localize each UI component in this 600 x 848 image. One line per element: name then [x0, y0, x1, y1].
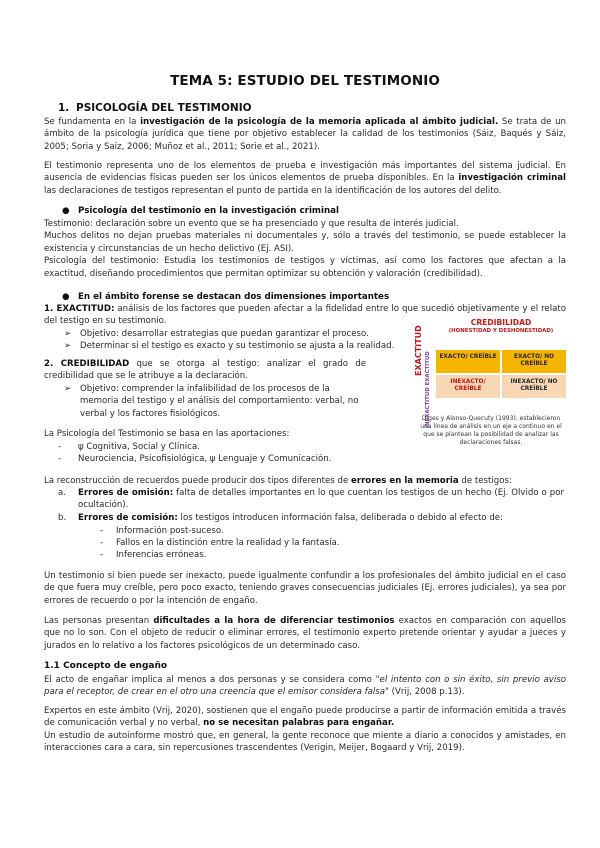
bullet-icon: ● [62, 292, 70, 302]
list-item [64, 328, 394, 340]
page-title: TEMA 5: ESTUDIO DEL TESTIMONIO [170, 73, 440, 89]
bold-span: Errores de omisión: [78, 488, 174, 498]
paragraph-errores [44, 475, 566, 487]
text-span: falta de detalles importantes en lo que cuentan los testigos de un hecho (Ej. Olvido o por ocultación). [78, 488, 564, 511]
matrix-cell: INEXACTO/ NO CREÍBLE [502, 375, 566, 398]
section-number: 1. [58, 102, 70, 114]
paragraph-inexacto [44, 570, 566, 607]
italic-quote: "el intento con o sin éxito, sin previo aviso para el receptor, de crear en el otro una creencia que el emisor considera falsa" [44, 675, 566, 698]
list-item [58, 441, 200, 453]
line-psicologia: Psicología del testimonio: Estudia los testimonios de testigos y víctimas, así como los factores que afectan a la exactitud, diseñando procedimientos que permitan optimizar su obtención y valoración (credibilidad). [44, 256, 566, 279]
bold-span: Errores de comisión: [78, 513, 178, 523]
text-span: Expertos en este ámbito (Vrij, 2020), sostienen que el engaño puede producirse a partir de información emitida a través de comunicación verbal y no verbal, [44, 706, 566, 729]
paragraph-testimonio-def [44, 218, 566, 280]
list-item [64, 383, 364, 420]
text-span: La reconstrucción de recuerdos puede producir dos tipos diferentes de [44, 476, 351, 486]
list-item-text: ψ Cognitiva, Social y Clínica. [78, 442, 200, 452]
text-span: que se otorga al testigo: analizar el grado de credibilidad que se le atribuye a la declaración. [44, 359, 366, 382]
figure-caption: Diges y Alonso-Quecuty (1993): establecieron una línea de análisis en un eje a continuo en el que se plantean la posibilidad de analizar las declaraciones falsas. [420, 415, 562, 446]
bullet-heading-text: En el ámbito forense se destacan dos dimensiones importantes [78, 292, 390, 302]
figure-subtitle: (HONESTIDAD Y DESHONESTIDAD) [448, 328, 554, 334]
text-span: (Vrij, 2008 p.13). [388, 687, 465, 698]
list-item-text: Información post-suceso. [116, 526, 224, 536]
list-item [100, 525, 224, 537]
paragraph-expertos [44, 705, 566, 730]
bullet-icon: ● [62, 206, 70, 216]
paragraph-credibilidad [44, 358, 366, 383]
y-axis-title: EXACTITUD [414, 325, 423, 376]
text-span: los testigos introducen información falsa, deliberada o debido al efecto de: [177, 513, 503, 523]
list-item-text: Objetivo: comprender la infalibilidad de los procesos de la memoria del testigo y el análisis del comportamiento: verbal, no verbal y los factores fisiológicos. [80, 384, 359, 419]
text-span: exactos en comparación con aquellos que no lo son. Con el objeto de reducir o eliminar errores, el testimonio experto pretende orientar y ayudar a jueces y jurados en lo relativo a los factores psicológicos de un determinado caso. [44, 616, 566, 651]
dash-icon: - [100, 550, 104, 560]
dash-icon: - [100, 538, 104, 548]
dash-icon: - [58, 442, 62, 452]
bullet-heading-investigacion [62, 206, 339, 216]
text-span: El acto de engañar implica al menos a dos personas y se considera como [44, 675, 376, 685]
list-item [58, 487, 564, 512]
list-item [100, 537, 339, 549]
paragraph-elementos-prueba [44, 160, 566, 197]
text-span: análisis de los factores que pueden afectar a la fidelidad entre lo que sucedió objetivamente y el relato del testigo en su testimonio. [44, 304, 566, 327]
text-span: Se fundamenta en la [44, 117, 141, 127]
y-axis-subtitle: INEXACTITUD EXACTITUD [425, 351, 431, 428]
matrix-cell: EXACTO/ CREÍBLE [436, 350, 500, 373]
arrow-icon: ➢ [64, 384, 72, 394]
bold-span: 2. CREDIBILIDAD [44, 359, 130, 369]
list-item-text: Neurociencia, Psicofisiológica, ψ Lenguaje y Comunicación. [78, 454, 332, 464]
section-heading-text: PSICOLOGÍA DEL TESTIMONIO [76, 102, 252, 114]
list-item-text: Fallos en la distinción entre la realidad y la fantasía. [116, 538, 340, 548]
line-delitos: Muchos delitos no dejan pruebas materiales ni documentales y, sólo a través del testimonio, se puede establecer la existencia y circunstancias de un hecho delictivo (Ej. ASI). [44, 231, 566, 254]
line-testimonio: Testimonio: declaración sobre un evento que se ha presenciado y que resulta de interés judicial. [44, 219, 459, 229]
list-item [58, 453, 331, 465]
matrix-cell: EXACTO/ NO CREÍBLE [502, 350, 566, 373]
list-item-text: Inferencias erróneas. [116, 550, 207, 560]
text-line: Un estudio de autoinforme mostró que, en general, la gente reconoce que miente a diario a conocidos y amistades, en interacciones cara a cara, sin repercusiones trascendentes (Verigin, Meijer, Bogaard y Vrij, 2019). [44, 731, 566, 754]
list-item [100, 549, 206, 561]
text-span: Las personas presentan [44, 616, 154, 626]
list-item [58, 512, 564, 524]
bold-span: 1. EXACTITUD: [44, 304, 115, 314]
bold-span: errores en la memoria [351, 476, 459, 486]
bullet-heading-dimensiones [62, 292, 389, 302]
text-line: Un testimonio si bien puede ser inexacto, puede igualmente confundir a los profesionales del ámbito judicial en el caso de que fuera muy creíble, pero poco exacto, teniendo graves consecuencias judiciales (Ej. errores judiciales), ya sea por errores de recuerdo o por la intención de engaño. [44, 571, 566, 606]
text-span: las declaraciones de testigos representan el punto de partida en la identificación de los autores del delito. [44, 185, 502, 196]
figure-title: CREDIBILIDAD [470, 318, 532, 327]
list-marker: a. [58, 488, 66, 498]
list-item-text: Objetivo: desarrollar estrategias que puedan garantizar el proceso. [80, 329, 369, 339]
paragraph-dificultades [44, 615, 566, 652]
text-span: de testigos: [458, 476, 512, 486]
bold-span: investigación de la psicología de la memoria aplicada al ámbito judicial. [140, 117, 499, 127]
paragraph-engano-def [44, 674, 566, 699]
arrow-icon: ➢ [64, 329, 72, 339]
list-item-text: Determinar si el testigo es exacto y su testimonio se ajusta a la realidad. [80, 341, 395, 351]
text-line: La Psicología del Testimonio se basa en las aportaciones: [44, 429, 290, 439]
paragraph-fundamento [44, 116, 566, 153]
paragraph-aportaciones [44, 428, 566, 440]
section-heading-psicologia [58, 102, 252, 114]
arrow-icon: ➢ [64, 341, 72, 351]
paragraph-autoinforme [44, 730, 566, 755]
list-item [64, 340, 404, 352]
bold-span: dificultades a la hora de diferenciar testimonios [153, 616, 395, 626]
dash-icon: - [100, 526, 104, 536]
bold-span: no se necesitan palabras para engañar. [203, 718, 395, 729]
subsection-heading-engano: 1.1 Concepto de engaño [44, 661, 168, 671]
dash-icon: - [58, 454, 62, 464]
text-span: Se trata de un ámbito de la psicología jurídica que tiene por objetivo establecer la calidad de los testimonios (Sáiz, Baqués y Sáiz, 2005; Soria y Saiz, 2006; Muñoz et al., 2011; Sorie et al., 2021). [44, 117, 566, 152]
bold-span: investigación criminal [458, 173, 566, 184]
bullet-heading-text: Psicología del testimonio en la investigación criminal [78, 206, 339, 216]
credibility-matrix-figure [414, 318, 566, 446]
text-span: El testimonio representa uno de los elementos de prueba e investigación más importantes del sistema judicial. En ausencia de evidencias físicas pueden ser los únicos elementos de prueba disponibles. En la [44, 161, 566, 184]
matrix-cell: INEXACTO/ CREÍBLE [436, 375, 500, 398]
list-marker: b. [58, 513, 67, 523]
